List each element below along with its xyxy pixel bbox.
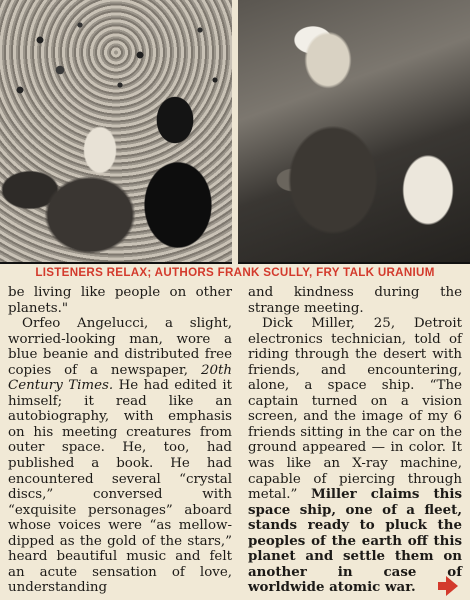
paragraph: and kindness during the strange meeting. xyxy=(248,285,462,316)
photo-authors-talking xyxy=(238,0,470,264)
article-column-right xyxy=(248,285,462,596)
photo-listeners-relax xyxy=(0,0,232,264)
paragraph: be living like people on other planets." xyxy=(8,285,232,316)
photo-caption: LISTENERS RELAX; AUTHORS FRANK SCULLY, FRY TALK URANIUM xyxy=(35,266,435,279)
continue-arrow-icon[interactable] xyxy=(446,576,458,596)
newspaper-title: 20th Century Times. xyxy=(8,362,232,394)
paragraph xyxy=(8,316,232,596)
paragraph xyxy=(248,316,462,596)
bold-summary: Miller claims this space ship, one of a fleet, stands ready to pluck the peoples of the earth off this planet and settle them on another in case of worldwide atomic war. xyxy=(248,486,462,596)
paragraph-text: Dick Miller, 25, Detroit electronics technician, told of riding through the desert with friends, and encountering, alone, a space ship. “The captain turned on a vision screen, and the image of my 6 friends sitting in the car on the ground appeared — in color. It was like an X-ray machine, capable of piercing through metal.” xyxy=(248,316,462,503)
article-column-left xyxy=(8,285,232,596)
paragraph-text: Orfeo Angelucci, a slight, worried-looking man, wore a blue beanie and distributed free copies of a newspaper, xyxy=(8,316,232,378)
paragraph-text: He had edited it himself; it read like an autobiography, with emphasis on his meeting creatures from outer space. He, too, had published a book. He had encountered several “crystal discs,” conversed with “exquisite personages” aboard whose voices were “as mellow-dipped as the gold of the stars,” heard beautiful music and felt an acute sensation of love, understanding xyxy=(8,378,232,596)
